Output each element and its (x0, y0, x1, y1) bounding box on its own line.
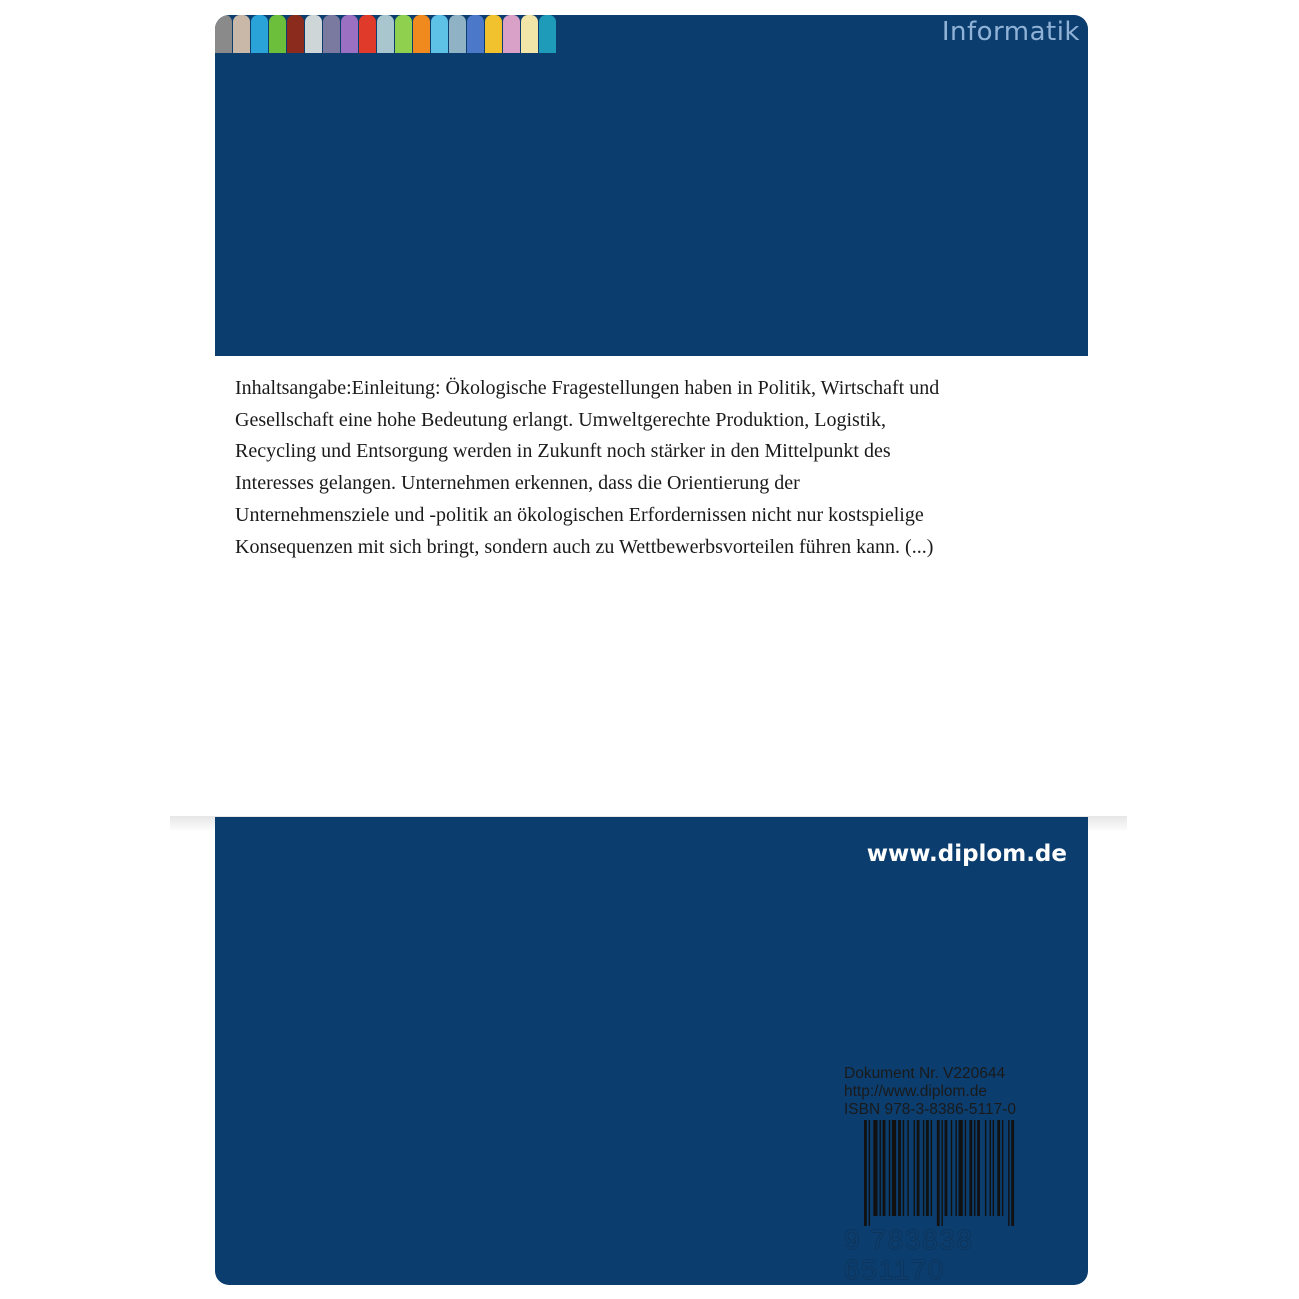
document-url: http://www.diplom.de (844, 1083, 988, 1100)
barcode-bar (883, 1120, 886, 1216)
barcode-bar (926, 1120, 929, 1216)
cover-top-panel (215, 15, 1088, 356)
barcode-bar (951, 1120, 952, 1216)
color-tab (341, 15, 358, 53)
color-tab (377, 15, 394, 53)
barcode-bar (898, 1120, 901, 1216)
color-tab (449, 15, 466, 53)
color-tab (323, 15, 340, 53)
barcode-bar (914, 1120, 915, 1216)
barcode-bar (985, 1120, 986, 1216)
barcode-bar (869, 1120, 870, 1226)
barcode-bar (864, 1120, 867, 1226)
document-info (844, 1065, 1016, 1119)
barcode-bar (1011, 1120, 1014, 1226)
color-tab (503, 15, 520, 53)
color-tab (233, 15, 250, 53)
barcode-bar (1008, 1120, 1009, 1226)
color-tab (485, 15, 502, 53)
barcode-bar (880, 1120, 881, 1216)
color-tab (521, 15, 538, 53)
barcode-bar (907, 1120, 908, 1216)
barcode-bar (955, 1120, 956, 1216)
barcode-bar (923, 1120, 924, 1216)
barcode-bar (993, 1120, 994, 1216)
barcode-bar (931, 1120, 932, 1216)
color-tab (269, 15, 286, 53)
category-label: Informatik (941, 17, 1080, 47)
barcode-bar (945, 1120, 948, 1216)
color-tab (413, 15, 430, 53)
barcode-bar (889, 1120, 890, 1216)
publisher-url[interactable]: www.diplom.de (866, 841, 1067, 867)
barcode-bar (977, 1120, 980, 1216)
barcode-bar (937, 1120, 940, 1226)
abstract-text: Inhaltsangabe:Einleitung: Ökologische Fragestellungen haben in Politik, Wirtschaft und Gesellschaft eine hohe Bedeutung erlangt. Umweltgerechte Produktion, Logistik, Recycling und Entsorgung werden in Zukunft noch stärker in den Mittelpunkt des Interesses gelangen. Unternehmen erkennen, dass die Orientierung der Unternehmensziele und -politik an ökologischen Erfordernissen nicht nur kostspielige Konsequenzen mit sich bringt, sondern auch zu Wettbewerbsvorteilen führen kann. (...) (235, 377, 940, 558)
color-tab (359, 15, 376, 53)
barcode-bar (969, 1120, 972, 1216)
barcode-bar (1002, 1120, 1003, 1216)
color-tab (395, 15, 412, 53)
barcode-bar (997, 1120, 1000, 1216)
barcode-bar (959, 1120, 963, 1216)
barcode (844, 1120, 1072, 1226)
barcode-bar (974, 1120, 975, 1216)
color-tab (251, 15, 268, 53)
document-number: Dokument Nr. V220644 (844, 1065, 1006, 1082)
barcode-bar (873, 1120, 877, 1216)
isbn-text: ISBN 978-3-8386-5117-0 (844, 1101, 1017, 1118)
barcode-bar (990, 1120, 991, 1216)
color-tab (539, 15, 556, 53)
color-tab-strip (215, 15, 557, 53)
color-tab (431, 15, 448, 53)
cover-bottom-panel (215, 817, 1088, 1285)
color-tab (305, 15, 322, 53)
barcode-bar (965, 1120, 966, 1216)
barcode-bar (892, 1120, 896, 1216)
barcode-digits: 9 783838 651170 (844, 1224, 974, 1285)
barcode-bar (942, 1120, 943, 1226)
color-tab (467, 15, 484, 53)
color-tab (287, 15, 304, 53)
barcode-bar (903, 1120, 904, 1216)
color-tab (215, 15, 232, 53)
barcode-bar (917, 1120, 920, 1216)
